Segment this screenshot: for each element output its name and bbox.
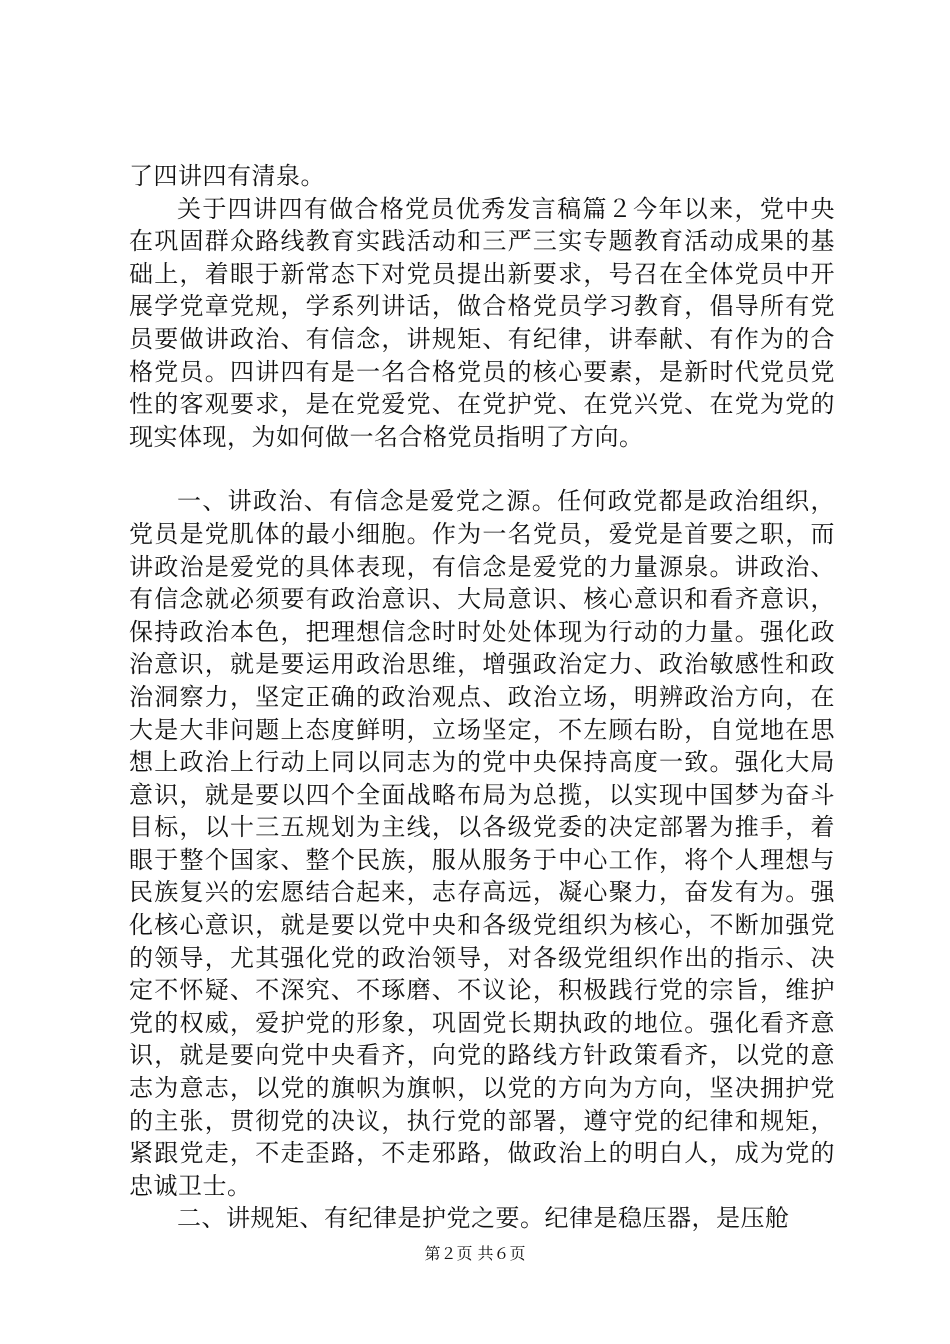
paragraph-section-one: 一、讲政治、有信念是爱党之源。任何政党都是政治组织，党员是党肌体的最小细胞。作为一名党员，爱党是首要之职，而讲政治是爱党的具体表现，有信念是爱党的力量源泉。讲政治、有信念就必须要有政治意识、大局意识、核心意识和看齐意识，保持政治本色，把理想信念时时处处体现为行动的力量。强化政治意识，就是要运用政治思维，增强政治定力、政治敏感性和政治洞察力，坚定正确的政治观点、政治立场，明辨政治方向，在大是大非问题上态度鲜明，立场坚定，不左顾右盼，自觉地在思想上政治上行动上同以同志为的党中央保持高度一致。强化大局意识，就是要以四个全面战略布局为总揽，以实现中国梦为奋斗目标，以十三五规划为主线，以各级党委的决定部署为推手，着眼于整个国家、整个民族，服从服务于中心工作，将个人理想与民族复兴的宏愿结合起来，志存高远，凝心聚力，奋发有为。强化核心意识，就是要以党中央和各级党组织为核心，不断加强党的领导，尤其强化党的政治领导，对各级党组织作出的指示、决定不怀疑、不深究、不琢磨、不议论，积极践行党的宗旨，维护党的权威，爱护党的形象，巩固党长期执政的地位。强化看齐意识，就是要向党中央看齐，向党的路线方针政策看齐，以党的意志为意志，以党的旗帜为旗帜，以党的方向为方向，坚决拥护党的主张，贯彻党的决议，执行党的部署，遵守党的纪律和规矩，紧跟党走，不走歪路，不走邪路，做政治上的明白人，成为党的忠诚卫士。 (129, 487, 835, 1200)
paragraph-continuation: 了四讲四有清泉。 (129, 162, 325, 190)
document-body (129, 160, 835, 1235)
page-number-footer: 第２页 共６页 (424, 1244, 526, 1263)
paragraph-section-two: 二、讲规矩、有纪律是护党之要。纪律是稳压器，是压舱 (177, 1204, 790, 1233)
paragraph-intro: 关于四讲四有做合格党员优秀发言稿篇２今年以来，党中央在巩固群众路线教育实践活动和三严三实专题教育活动成果的基础上，着眼于新常态下对党员提出新要求，号召在全体党员中开展学党章党规，学系列讲话，做合格党员学习教育，倡导所有党员要做讲政治、有信念，讲规矩、有纪律，讲奉献、有作为的合格党员。四讲四有是一名合格党员的核心要素，是新时代党员党性的客观要求，是在党爱党、在党护党、在党兴党、在党为党的现实体现，为如何做一名合格党员指明了方向。 (129, 194, 835, 451)
